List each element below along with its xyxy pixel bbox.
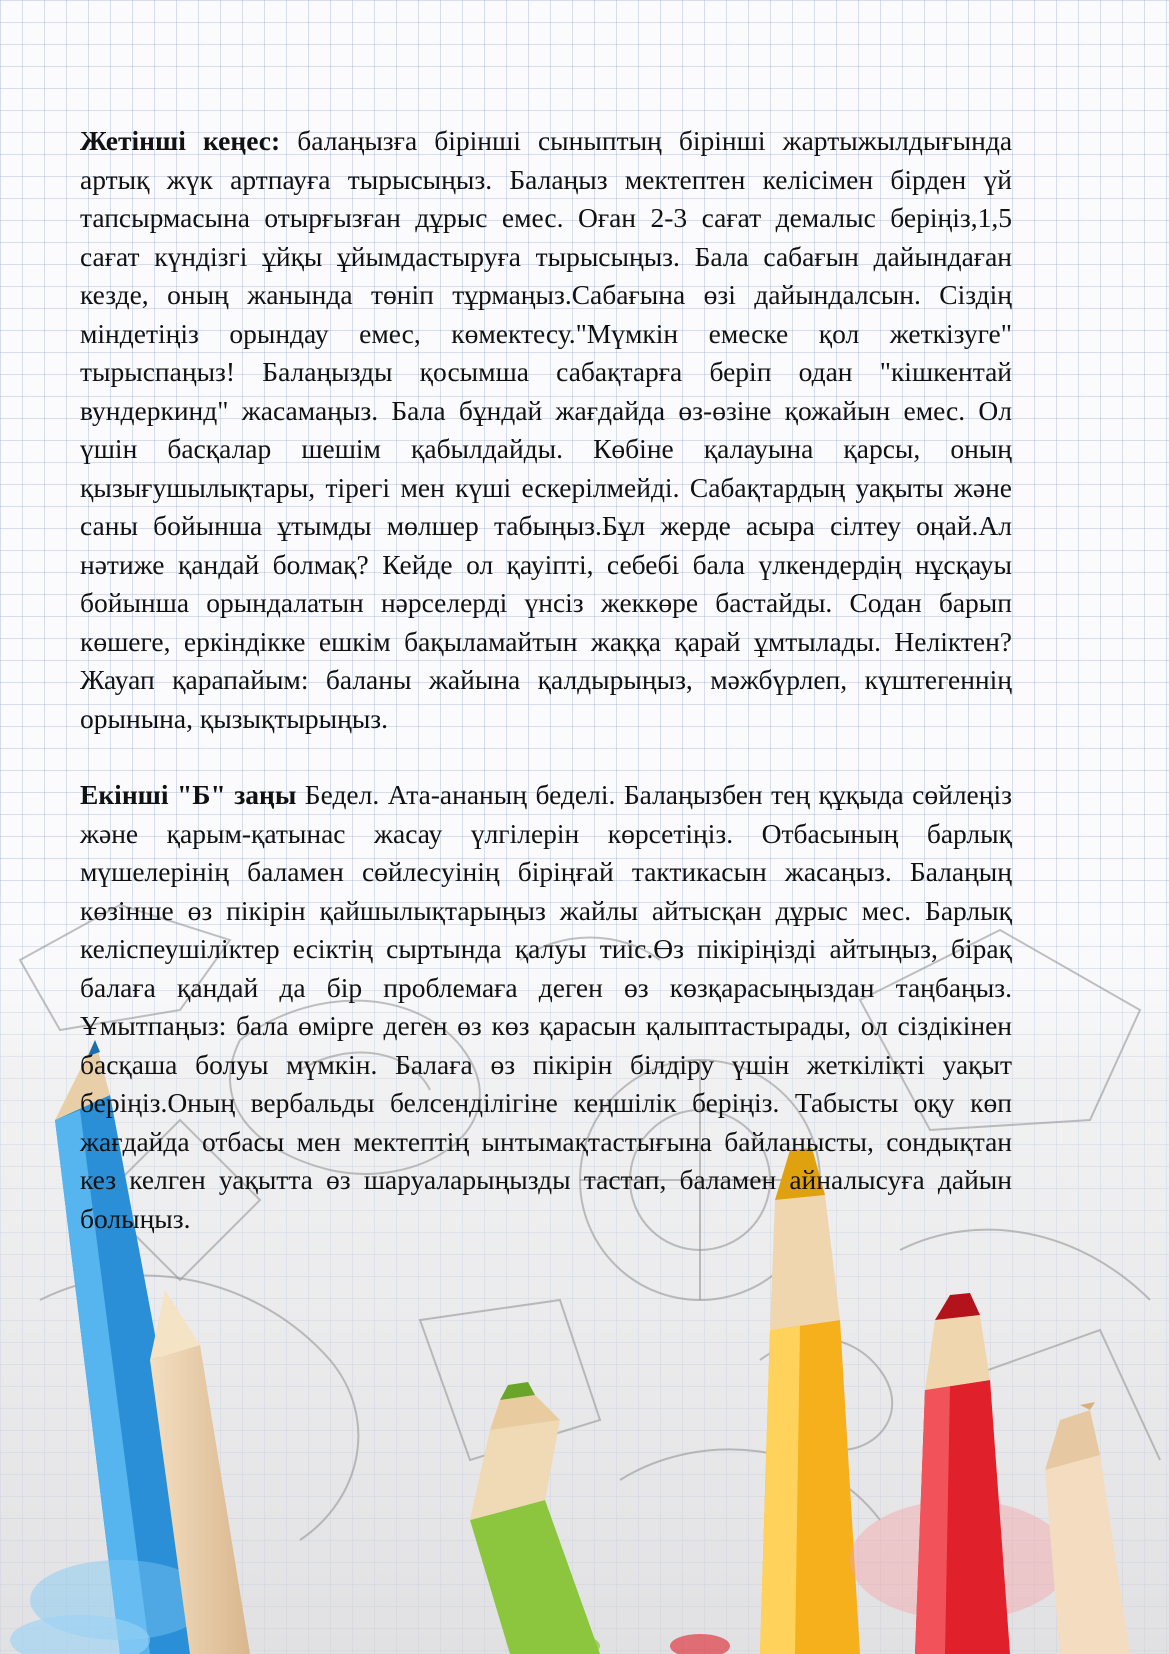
paragraph-heading: Жетінші кеңес:: [80, 125, 281, 156]
paragraph-seventh-advice: [80, 122, 1012, 738]
paragraph-heading: Екінші "Б" заңы: [80, 779, 297, 810]
paragraph-second-b-law: [80, 776, 1012, 1238]
paragraph-text: балаңызға бірінші сыныптың бірінші жартыжылдығында артық жүк артпауға тырысыңыз. Балаңыз мектептен келісімен бірден үй тапсырмасына отырғызған дұрыс емес. Оған 2-3 сағат демалыс беріңіз,1,5 сағат күндізгі ұйқы ұйымдастыруға тырысыңыз. Бала сабағын дайындаған кезде, оның жанында төніп тұрмаңыз.Сабағына өзі дайындалсын. Сіздің міндетіңіз орындау емес, көмектесу."Мүмкін емеске қол жеткізуге" тырыспаңыз! Балаңызды қосымша сабақтарға беріп одан "кішкентай вундеркинд" жасамаңыз. Бала бұндай жағдайда өз-өзіне қожайын емес. Ол үшін басқалар шешім қабылдайды. Көбіне қалауына қарсы, оның қызығушылықтары, тірегі мен күші ескерілмейді. Сабақтардың уақыты және саны бойынша ұтымды мөлшер табыңыз.Бұл жерде асыра сілтеу оңай.Ал нәтиже қандай болмақ? Кейде ол қауіпті, себебі бала үлкендердің нұсқауы бойынша орындалатын нәрселерді үнсіз жеккөре бастайды. Содан барып көшеге, еркіндікке ешкім бақыламайтын жаққа қарай ұмтылады. Неліктен? Жауап қарапайым: баланы жайына қалдырыңыз, мәжбүрлеп, күштегеннің орынына, қызықтырыңыз.: [80, 125, 1013, 734]
paragraph-text: Бедел. Ата-ананың беделі. Балаңызбен тең құқыда сөйлеңіз және қарым-қатынас жасау үлгілерін көрсетіңіз. Отбасының барлық мүшелерінің баламен сөйлесуінің біріңғай тактикасын жасаңыз. Балаңың көзінше өз пікірін қайшылықтарыңыз жайлы айтысқан дұрыс мес. Барлық келіспеушіліктер есіктің сыртында қалуы тиіс.Өз пікіріңізді айтыңыз, бірақ балаға қандай да бір проблемаға деген өз көзқарасыңыздан таңбаңыз. Ұмытпаңыз: бала өмірге деген өз көз қарасын қалыптастырады, ол сіздікінен басқаша болуы мүмкін. Балаға өз пікірін білдіру үшін жеткілікті уақыт беріңіз.Оның вербальды белсенділігіне кеңшілік беріңіз. Табысты оқу көп жағдайда отбасы мен мектептің ынтымақтастығына байланысты, сондықтан кез келген уақытта өз шаруаларыңызды тастап, баламен айналысуға дайын болыңыз.: [80, 779, 1012, 1234]
document-body: [80, 122, 1012, 1238]
